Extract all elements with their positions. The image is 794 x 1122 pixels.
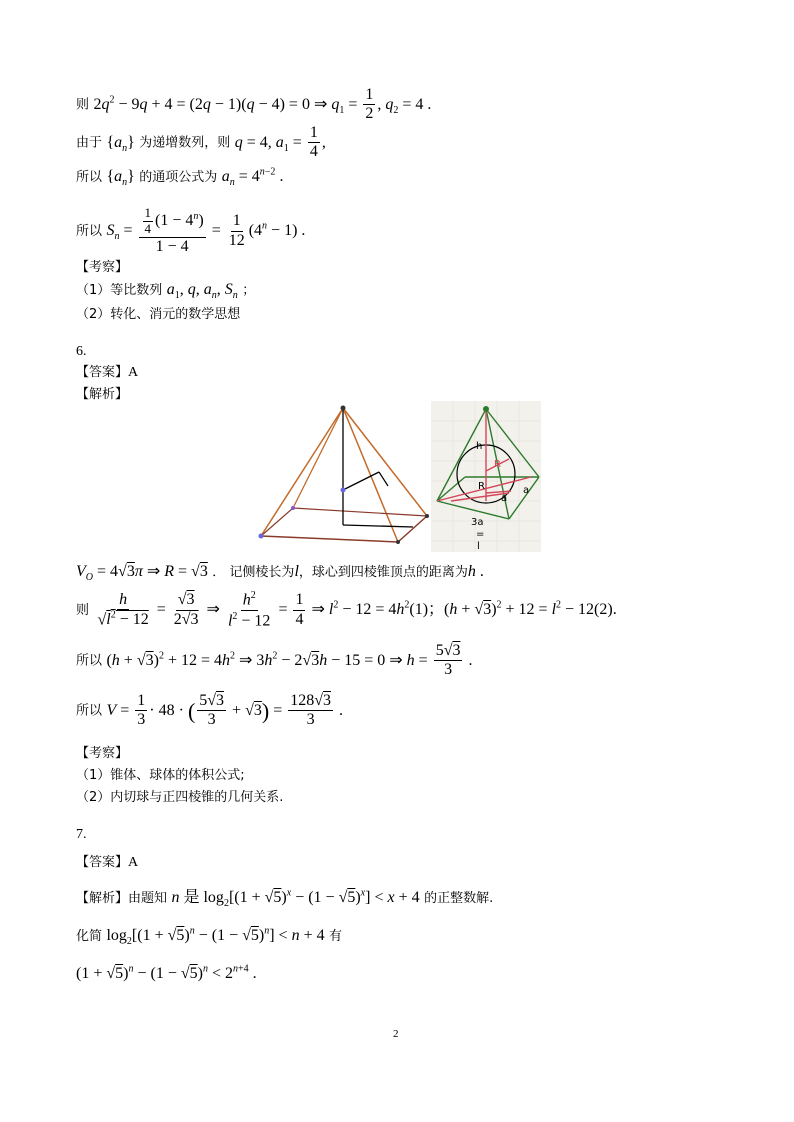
- base-vertex-right-point: [425, 514, 429, 518]
- math-h: h .: [467, 563, 484, 580]
- math-inequality-x: n 是 $\log_2[(1 + √5)^x - (1 - √5)^x] < x + 4$: [171, 887, 420, 910]
- q7-simplify-line: [76, 925, 342, 947]
- q6-kaocha-1: （1）锥体、球体的体积公式;: [76, 768, 245, 783]
- q6-kaocha-label: 【考察】: [76, 746, 129, 761]
- q5-kaocha-1: [76, 279, 255, 301]
- label-daan: 【答案】: [76, 365, 129, 380]
- text-simplify: 化简: [76, 929, 103, 944]
- q5-line-increasing: [76, 124, 326, 162]
- text-edge-length: ． 记侧棱长为: [212, 565, 295, 580]
- sketch-label-h: h: [476, 441, 483, 452]
- sphere-center-point: [341, 488, 346, 493]
- q6-line-solve-h: [76, 642, 472, 680]
- text-youti: 由题知: [128, 891, 168, 906]
- base-vertex-point: [259, 534, 264, 539]
- text-semicolon: ；: [242, 283, 256, 298]
- math-inequality-n: $\log_2[(1 + √5)^n - (1 - √5)^n] < n + 4$: [106, 925, 325, 948]
- sketch-label-3a: 3a: [471, 517, 484, 528]
- text-kaocha-1: （1）等比数列: [76, 283, 163, 298]
- q6-answer: A: [128, 365, 139, 380]
- q6-line-volume: [76, 561, 484, 583]
- q7-answer: A: [128, 855, 139, 870]
- apex-point: [341, 406, 346, 411]
- math-kaocha-vars: $a_1$, q, $a_n$, $S_n$: [166, 281, 238, 302]
- q5-kaocha-label: 【考察】: [76, 260, 129, 275]
- label-daan-7: 【答案】: [76, 855, 129, 870]
- text-ze-6: 则: [76, 602, 90, 618]
- text-suoyi-6a: 所以: [76, 653, 103, 669]
- label-jiexi-7: 【解析】: [76, 891, 129, 906]
- q6-answer-line: [76, 361, 138, 381]
- math-solve-h: $(h + √3)^2 + 12 = 4h^2$ ⇒ $3h^2 - 2√3h - 15 = 0$ ⇒ h = $\frac{5√3}{3}$ .: [106, 642, 473, 679]
- math-vo: $V_O = 4√3\pi$ ⇒ R = √3: [76, 563, 208, 584]
- sketch-figure: [431, 401, 541, 552]
- math-result: $(1 + √5)^n - (1 - √5)^n < 2^{n+4}$ .: [76, 964, 257, 983]
- q7-answer-line: [76, 851, 138, 871]
- q6-kaocha-2: （2）内切球与正四棱锥的几何关系.: [76, 790, 284, 805]
- sketch-label-R-2: R: [478, 481, 485, 492]
- q6-line-final-volume: [76, 692, 343, 730]
- text-youyu: 由于: [76, 135, 103, 151]
- q5-line-general-term: [76, 166, 283, 188]
- math-an-set: $\{a_n\}$: [106, 133, 135, 154]
- q6-line-ratio: [76, 590, 617, 630]
- base-vertex-back-point: [291, 506, 295, 510]
- text-distance: ，球心到四棱锥顶点的距离为: [298, 565, 468, 580]
- math-l: l: [294, 563, 299, 580]
- q5-kaocha-2: （2）转化、消元的数学思想: [76, 307, 241, 322]
- q7-number: 7.: [76, 827, 87, 842]
- math-q-a1: q = 4, $a_1$ = $\frac{1}{4}$ ,: [234, 124, 326, 161]
- q5-line-sum: [76, 206, 305, 256]
- math-ratio: $\frac{h}{√l^2 - 12}$ = $\frac{√3}{2√3}$ ⇒ $\frac{h^2}{l^2 - 12}$ = $\frac{1}{4}$ ⇒ $l^2 - 12 = 4h^2(1)$；$(h + √3)^2 + 12 = l^2 - 12(2)$.: [97, 590, 617, 630]
- sketch-label-R-1: R: [494, 459, 501, 470]
- q7-jiexi-line: [76, 884, 493, 909]
- q6-jiexi-label: 【解析】: [76, 387, 129, 402]
- sketch-apex: [483, 406, 489, 412]
- sketch-label-a-2: a: [501, 493, 508, 504]
- text-suoyi-6b: 所以: [76, 703, 103, 719]
- text-tongxiang: 的通项公式为: [139, 170, 218, 185]
- text-positive-int: 的正整数解.: [424, 891, 494, 906]
- math-an-formula: $a_n = 4^{n-2}$ .: [221, 166, 284, 189]
- base-vertex-front-point: [396, 540, 400, 544]
- q6-number: 6.: [76, 344, 87, 359]
- text-you: 有: [329, 929, 343, 944]
- pyramid-figure: [255, 402, 435, 548]
- math-sn-formula: $S_n$ = $\frac{1}{4}$ $(1 - 4^n)$ 1 − 4 = $\frac{1}{12}$ $(4^n - 1)$ .: [106, 205, 306, 255]
- equation-factor: $2q^2 - 9q + 4 = (2q - 1)(q - 4) = 0$ ⇒ $q_1$ = $\frac{1}{2}$ , $q_2 = 4$ .: [93, 86, 432, 123]
- sketch-label-a-1: a: [523, 485, 530, 496]
- pyramid-edges: [261, 408, 427, 542]
- sketch-label-l: l: [477, 541, 480, 552]
- page-number: 2: [393, 1028, 399, 1040]
- text-suoyi-2: 所以: [76, 223, 103, 239]
- text-suoyi: 所以: [76, 170, 103, 185]
- text-increasing: 为递增数列，则: [139, 135, 231, 151]
- math-final-volume: V = $\frac{1}{3}$ · 48 · ( $\frac{5√3}{3}$ + √3) = $\frac{128√3}{3}$ .: [106, 692, 343, 729]
- sketch-label-eq: =: [476, 529, 485, 540]
- math-an-set-2: $\{a_n\}$: [106, 168, 135, 189]
- q5-line-factor: [76, 86, 431, 124]
- q7-result-line: [76, 964, 257, 983]
- text-ze: 则: [76, 97, 90, 113]
